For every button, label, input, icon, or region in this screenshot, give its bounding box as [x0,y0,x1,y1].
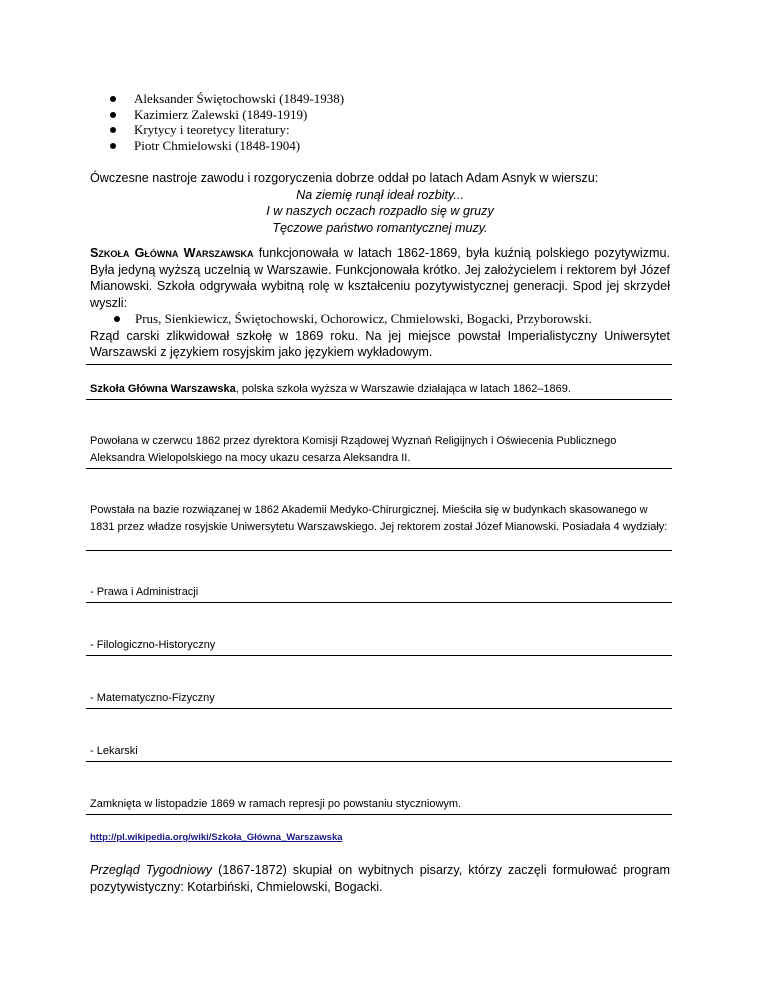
szkola-paragraph [90,245,670,361]
faculty-item: - Matematyczno-Fizyczny [90,692,215,704]
bullet-icon [110,143,116,149]
wikipedia-link[interactable]: http://pl.wikipedia.org/wiki/Szkoła_Główna_Warszawska [90,832,343,843]
szkola-closing: Rząd carski zlikwidował szkołę w 1869 roku. Na jej miejsce powstał Imperialistyczny Uniwersytet Warszawski z językiem rosyjskim jako językiem wykładowym. [90,328,670,359]
list-item: Krytycy i teoretycy literatury: [110,122,344,138]
asnyk-paragraph [90,170,670,236]
list-item: Aleksander Świętochowski (1849-1938) [110,91,344,107]
divider [86,602,672,603]
writers-list [110,91,344,153]
wiki-closed: Zamknięta w listopadzie 1869 w ramach represji po powstaniu styczniowym. [90,798,462,810]
divider [86,550,672,551]
szkola-text: Szkoła Główna Warszawska funkcjonowała w latach 1862-1869, była kuźnią polskiego pozytywizmu. Była jedyną wyższą uczelnią w Warszawie. Funkcjonowała krótko. Jej założycielem i rektorem był Józef Mianowski. Szkoła odgrywała wybitną rolę w kształceniu pozytywistycznej generacji. Spod jej skrzydeł wyszli: [90,246,670,310]
list-item: Piotr Chmielowski (1848-1904) [110,138,344,154]
verse-line: Tęczowe państwo romantycznej muzy. [272,220,488,235]
divider [86,761,672,762]
faculty-item: - Filologiczno-Historyczny [90,639,216,651]
divider [86,364,672,365]
przeglad-title: Przegląd Tygodniowy [90,863,213,877]
szkola-title: Szkoła Główna Warszawska [90,246,254,260]
bullet-icon [114,316,120,322]
faculty-item: - Lekarski [90,745,138,757]
wiki-paragraph-3: Powstała na bazie rozwiązanej w 1862 Akademii Medyko-Chirurgicznej. Mieściła się w budynkach skasowanego w 1831 przez władze rosyjskie Uniwersytetu Warszawskiego. Jej rektorem został Józef Mianowski. Posiadała 4 wydziały: [90,504,668,533]
list-item: Kazimierz Zalewski (1849-1919) [110,107,344,123]
divider [86,708,672,709]
wiki-line1: Szkoła Główna Warszawska, polska szkoła wyższa w Warszawie działająca w latach 1862–1869. [90,383,571,395]
asnyk-intro: Ówczesne nastroje zawodu i rozgoryczenia dobrze oddał po latach Adam Asnyk w wierszu: [90,171,599,185]
divider [86,468,672,469]
divider [86,655,672,656]
bullet-icon [110,96,116,102]
list-item: Prus, Sienkiewicz, Świętochowski, Ochorowicz, Chmielowski, Bogacki, Przyborowski. [90,311,670,328]
divider [86,399,672,400]
faculty-item: - Prawa i Administracji [90,586,199,598]
przeglad-paragraph: Przegląd Tygodniowy (1867-1872) skupiał on wybitnych pisarzy, którzy zaczęli formułować program pozytywistyczny: Kotarbiński, Chmielowski, Bogacki. [90,863,670,894]
divider [86,814,672,815]
verse-line: I w naszych oczach rozpadło się w gruzy [266,204,494,218]
verse-line: Na ziemię runął ideał rozbity... [296,187,464,202]
bullet-icon [110,112,116,118]
wiki-paragraph-2: Powołana w czerwcu 1862 przez dyrektora Komisji Rządowej Wyznań Religijnych i Oświecenia Publicznego Aleksandra Wielopolskiego na mocy ukazu cesarza Aleksandra II. [90,435,617,464]
bullet-icon [110,127,116,133]
